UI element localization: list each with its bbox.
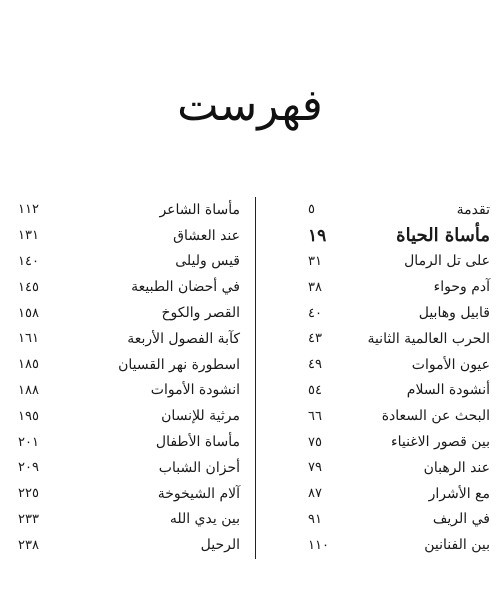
- toc-entry-page: ٤٩: [308, 357, 322, 373]
- toc-entry-page: ٤٣: [308, 331, 322, 347]
- toc-entry-page: ٢٣٨: [18, 537, 39, 553]
- toc-entry-title: انشودة الأموات: [150, 382, 240, 399]
- toc-entry-title: عيون الأموات: [411, 356, 490, 373]
- toc-entry: [18, 403, 240, 429]
- toc-entry: [18, 532, 240, 558]
- toc-entry-title: مع الأشرار: [428, 485, 490, 502]
- toc-entry-title: أحزان الشباب: [158, 459, 240, 476]
- toc-entry-page: ١٩: [308, 225, 327, 246]
- toc-entry: [268, 300, 490, 326]
- toc-entry: [18, 378, 240, 404]
- toc-entry: [18, 352, 240, 378]
- toc-entry-page: ٢٢٥: [18, 486, 39, 502]
- toc-entry-title: تقدمة: [456, 201, 490, 218]
- toc-entry-page: ٢٠٩: [18, 460, 39, 476]
- toc-entry-title: كآبة الفصول الأربعة: [127, 330, 240, 347]
- toc-entry-title: الرحيل: [200, 537, 240, 554]
- toc-entry-title: قابيل وهابيل: [418, 305, 490, 322]
- toc-entry-title: في أحضان الطبيعة: [131, 279, 240, 296]
- toc-entry-page: ١٩٥: [18, 408, 39, 424]
- toc-entry-title: القصر والكوخ: [161, 305, 240, 322]
- toc-entry-title: اسطورة نهر القسيان: [118, 356, 240, 373]
- toc-entry-page: ٥: [308, 202, 315, 218]
- toc-entry-page: ١١٠: [308, 537, 329, 553]
- toc-entry: [268, 378, 490, 404]
- toc-entry: [268, 274, 490, 300]
- toc-entry-title: قيس وليلى: [175, 253, 240, 270]
- toc-entry-page: ٨٧: [308, 486, 322, 502]
- toc-entry-title: عند الرهبان: [423, 459, 490, 476]
- toc-entry-page: ١١٢: [18, 202, 39, 218]
- toc-entry: [18, 429, 240, 455]
- toc-entry-title: بين قصور الاغنياء: [391, 434, 490, 451]
- toc-entry-title: الحرب العالمية الثانية: [367, 330, 490, 347]
- toc-entry: [268, 197, 490, 223]
- toc-entry: [268, 403, 490, 429]
- toc-entry: [268, 326, 490, 352]
- toc-entry-page: ٧٩: [308, 460, 322, 476]
- toc-entry-page: ٦٦: [308, 408, 322, 424]
- toc-entry-page: ١٨٥: [18, 357, 39, 373]
- toc-entry-page: ١٨٨: [18, 382, 39, 398]
- toc-entry-page: ٤٠: [308, 305, 322, 321]
- toc-entry: [268, 532, 490, 558]
- toc-entry-page: ١٥٨: [18, 305, 39, 321]
- toc-entry-page: ٣١: [308, 253, 322, 269]
- toc-entry: [18, 481, 240, 507]
- toc-entry-page: ٧٥: [308, 434, 322, 450]
- toc-entry-title: مرثية للإنسان: [161, 408, 240, 425]
- toc-entry-title: مأساة الشاعر: [159, 201, 240, 218]
- toc-entry-title: بين الفنانين: [424, 537, 490, 554]
- toc-entry-title: البحث عن السعادة: [381, 408, 490, 425]
- toc-entry-title: مأساة الأطفال: [155, 434, 240, 451]
- toc-entry: [18, 274, 240, 300]
- toc-right-column: [268, 197, 490, 558]
- toc-entry-page: ٩١: [308, 511, 322, 527]
- toc-entry-page: ١٤٠: [18, 253, 39, 269]
- toc-left-column: [18, 197, 240, 558]
- toc-entry-page: ٥٤: [308, 382, 322, 398]
- toc-entry: [268, 429, 490, 455]
- toc-entry-title: مأساة الحياة: [396, 225, 490, 247]
- toc-entry: [268, 249, 490, 275]
- page-title: فهرست: [177, 80, 323, 131]
- toc-entry: [268, 507, 490, 533]
- toc-entry-page: ٣٨: [308, 279, 322, 295]
- toc-entry-title: آدم وحواء: [433, 279, 490, 296]
- toc-entry: [18, 223, 240, 249]
- toc-entry: [268, 481, 490, 507]
- toc-entry-title: آلام الشيخوخة: [157, 485, 240, 502]
- toc-entry: [268, 455, 490, 481]
- toc-entry: [18, 249, 240, 275]
- toc-entry: [18, 507, 240, 533]
- toc-entry-title: على تل الرمال: [404, 253, 490, 270]
- toc-entry: [18, 197, 240, 223]
- toc-entry-title: أنشودة السلام: [406, 382, 490, 399]
- toc-entry-page: ١٦١: [18, 331, 39, 347]
- column-divider: [255, 197, 256, 559]
- toc-entry-page: ٢٣٣: [18, 511, 39, 527]
- toc-entry-title: في الريف: [432, 511, 490, 528]
- toc-entry: [268, 223, 490, 249]
- toc-entry: [18, 455, 240, 481]
- toc-entry: [268, 352, 490, 378]
- toc-entry: [18, 326, 240, 352]
- toc-entry-title: بين يدي الله: [169, 511, 240, 528]
- toc-entry-page: ١٤٥: [18, 279, 39, 295]
- toc-entry-page: ١٣١: [18, 228, 39, 244]
- toc-entry: [18, 300, 240, 326]
- toc-entry-page: ٢٠١: [18, 434, 39, 450]
- toc-entry-title: عند العشاق: [173, 227, 240, 244]
